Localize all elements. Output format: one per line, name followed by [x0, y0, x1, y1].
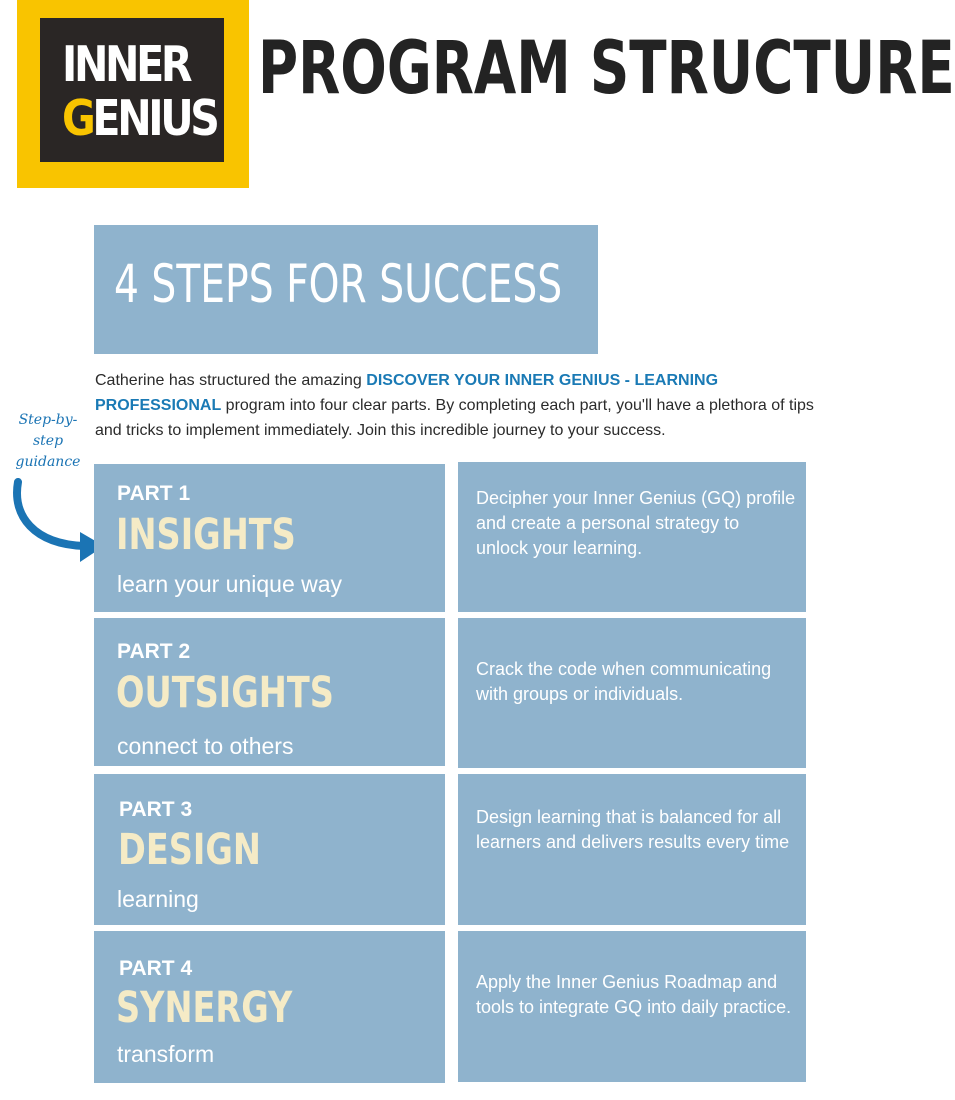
part-3-subtitle: learning [117, 886, 199, 912]
intro-text-post: program into four clear parts. By completing each part, you'll have a plethora of tips and tricks to implement immediately. Join this incredible journey to your success. [95, 397, 814, 439]
logo-line-1: INNER [62, 36, 190, 93]
part-3-number: PART 3 [119, 798, 193, 821]
side-note-line-3: guidance [15, 454, 81, 470]
part-1-number: PART 1 [117, 482, 191, 505]
part-1-description-card [458, 462, 806, 612]
part-3-card [94, 774, 445, 925]
side-note [8, 410, 88, 473]
logo-badge [40, 18, 224, 162]
steps-banner-title: 4 STEPS FOR SUCCESS [114, 254, 563, 315]
part-3-description: Design learning that is balanced for all learners and delivers results every time [476, 807, 790, 852]
part-2-subtitle: connect to others [117, 733, 294, 759]
part-2-name: OUTSIGHTS [116, 668, 334, 718]
part-1-description: Decipher your Inner Genius (GQ) profile and create a personal strategy to unlock your learning. [476, 488, 796, 558]
intro-paragraph [95, 368, 815, 443]
intro-highlight: DISCOVER YOUR INNER GENIUS - LEARNING PROFESSIONAL [95, 372, 719, 414]
side-note-line-2: step [32, 433, 64, 449]
logo [17, 0, 249, 188]
side-note-line-1: Step-by- [18, 412, 78, 428]
part-2-description-card [458, 618, 806, 768]
part-4-description-card [458, 931, 806, 1082]
part-2-card [94, 618, 445, 766]
part-4-card [94, 931, 445, 1083]
part-3-description-card [458, 774, 806, 925]
part-2-description: Crack the code when communicating with groups or individuals. [476, 659, 772, 704]
part-4-name: SYNERGY [116, 983, 293, 1033]
part-1-subtitle: learn your unique way [117, 571, 343, 597]
intro-text-pre: Catherine has structured the amazing [95, 372, 367, 389]
steps-banner [94, 225, 598, 354]
part-4-number: PART 4 [119, 957, 193, 980]
logo-line-2 [62, 90, 217, 147]
logo-g-mark: G [62, 90, 93, 147]
part-4-subtitle: transform [117, 1041, 215, 1067]
part-1-card [94, 464, 445, 612]
part-1-name: INSIGHTS [116, 510, 296, 560]
part-3-name: DESIGN [118, 825, 261, 875]
part-2-number: PART 2 [117, 640, 191, 663]
page-title: PROGRAM STRUCTURE [258, 26, 955, 111]
part-4-description: Apply the Inner Genius Roadmap and tools to integrate GQ into daily practice. [476, 972, 792, 1017]
logo-line-2-rest: ENIUS [92, 90, 217, 147]
curved-arrow-icon [4, 476, 108, 568]
